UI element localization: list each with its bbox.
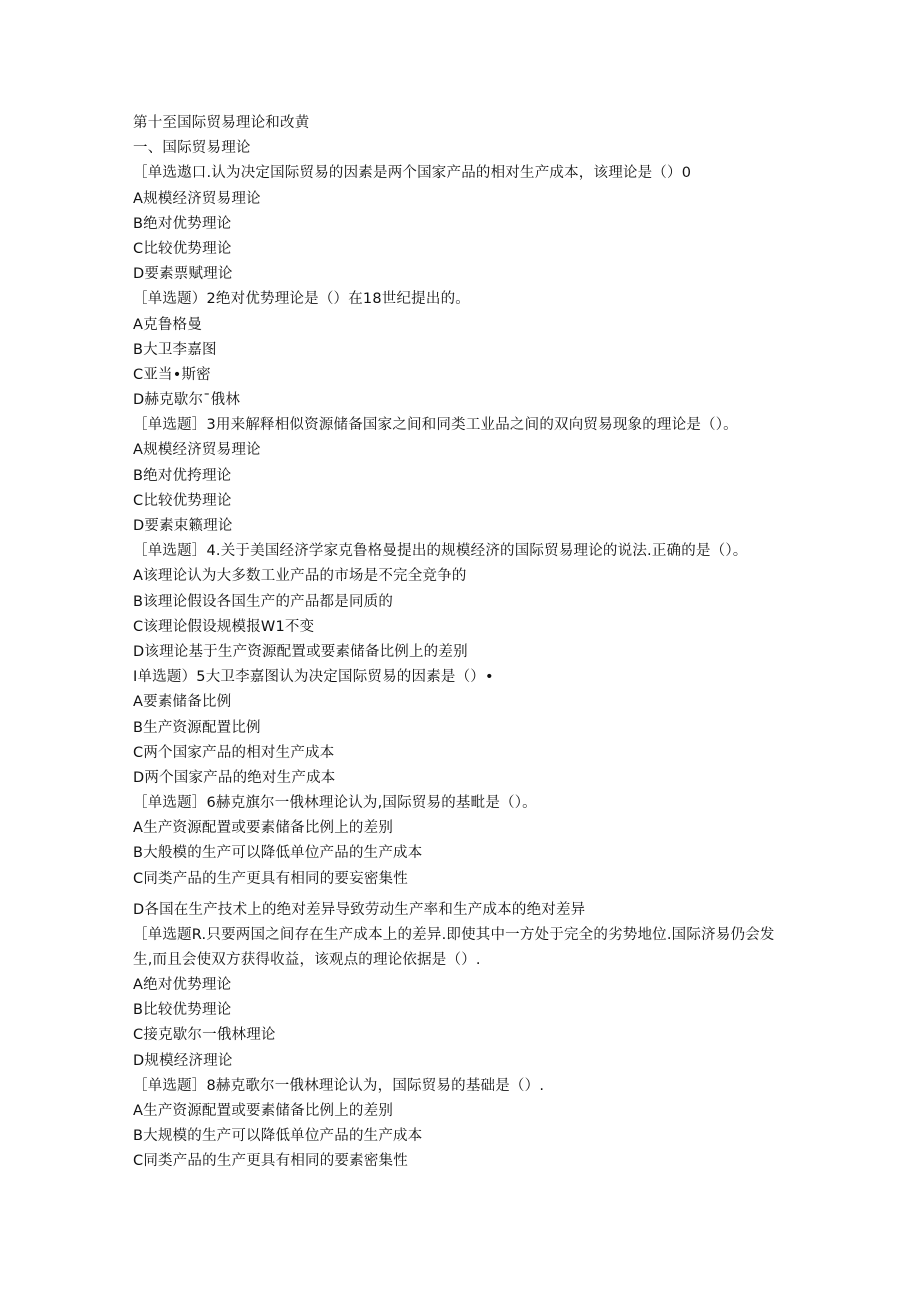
question-3: ［单选题］3用来解释相似资源储备国家之间和同类工业品之间的双向贸易现象的理论是（）。 [133,417,738,434]
q7-option-b: B比较优势理论 [133,1002,232,1019]
q7-option-d: D规模经济理论 [133,1052,233,1069]
q3-option-d: D要素束籁理论 [133,518,233,534]
q3-option-a: A规模经济贸易理论 [133,442,261,459]
q1-option-b: B绝对优势理论 [133,215,232,232]
document-body [133,111,793,1175]
q8-option-a: A生产资源配置或要素储备比例上的差别 [133,1102,394,1119]
q8-option-b: B大规模的生产可以降低单位产品的生产成本 [133,1128,423,1145]
q2-option-d: D赫克歇尔¯俄林 [133,392,241,409]
q4-option-d: D该理论基于生产资源配置或要素储备比例上的差别 [133,643,468,660]
q2-option-c: C亚当•斯密 [133,366,211,383]
document-title: 第十至国际贸易理论和改黄 [133,115,310,131]
q3-option-c: C比较优势理论 [133,492,232,509]
q1-option-a: A规模经济贸易理论 [133,190,261,207]
q7-option-a: A绝对优势理论 [133,977,232,993]
q6-option-a: A生产资源配置或要素储备比例上的差别 [133,820,394,837]
q8-option-c: C同类产品的生产更具有相同的要素密集性 [133,1153,408,1170]
q2-option-b: B大卫李嘉图 [133,341,217,358]
q5-option-d: D两个国家产品的绝对生产成本 [133,769,336,786]
q2-option-a: A克鲁格曼 [133,316,202,333]
question-4: ［单选题］4.关于美国经济学家克鲁格曼提出的规模经济的国际贸易理论的说法.正确的是（）。 [133,543,748,560]
q6-option-b: B大般模的生产可以降低单位产品的生产成本 [133,845,423,862]
q5-option-a: A要素储备比例 [133,694,232,711]
q4-option-c: C该理论假设规模报W1不变 [133,618,315,635]
q1-option-c: C比较优势理论 [133,240,232,257]
question-6: ［单选题］6赫克旗尔一俄林理论认为,国际贸易的基毗是（）。 [133,795,537,812]
q4-option-a: A该理论认为大多数工业产品的市场是不完全竞争的 [133,568,467,585]
question-8: ［单选题］8赫克歌尔一俄林理论认为，国际贸易的基础是（）. [133,1077,545,1094]
question-2: ［单选题）2绝对优势理论是（）在18世纪提出的。 [133,291,470,308]
q7-option-c: C接克歇尔一俄林理论 [133,1027,276,1044]
q6-option-d: D各国在生产技术上的绝对差异导致劳动生产率和生产成本的绝对差异 [133,901,586,918]
question-5: I单选题）5大卫李嘉图认为决定国际贸易的因素是（）• [133,669,494,686]
q5-option-b: B生产资源配置比例 [133,719,261,736]
q3-option-b: B绝对优挎理论 [133,467,232,484]
question-7: ［单选题R.只要两国之间存在生产成本上的差异.即使其中一方处于完全的劣势地位.国际济易仍会发生,而且会使双方获得收益，该观点的理论依据是（）. [133,927,775,968]
q6-option-c: C同类产品的生产更具有相同的要妄密集性 [133,870,408,887]
section-heading: 一、国际贸易理论 [133,140,251,157]
question-1: ［单选遨口.认为决定国际贸易的因素是两个国家产品的相对生产成本，该理论是（）0 [133,165,692,182]
q4-option-b: B该理论假设各国生产的产品都是同质的 [133,593,394,610]
q5-option-c: C两个国家产品的相对生产成本 [133,744,335,761]
q1-option-d: D要素票赋理论 [133,266,233,283]
